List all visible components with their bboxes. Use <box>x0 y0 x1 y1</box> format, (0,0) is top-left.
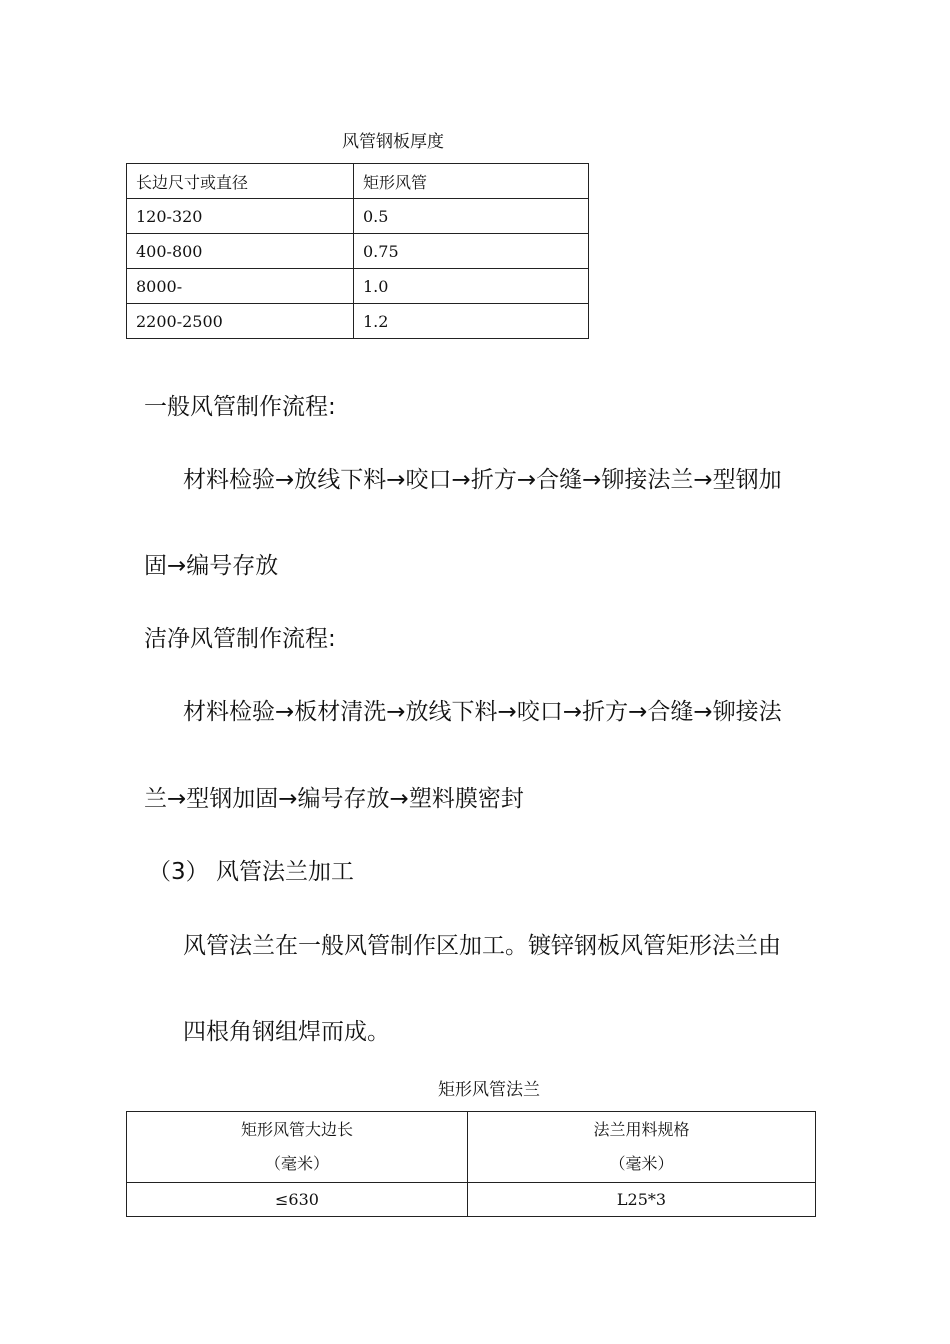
table-cell: 0.5 <box>354 199 589 234</box>
general-duct-process-line2: 固→编号存放 <box>144 553 279 579</box>
table-row <box>127 269 589 304</box>
table2-caption: 矩形风管法兰 <box>438 1080 540 1100</box>
table-row <box>127 304 589 339</box>
table-header-cell: 矩形风管 <box>354 164 589 199</box>
table-cell: 120-320 <box>127 199 354 234</box>
table-row <box>127 199 589 234</box>
table1-caption: 风管钢板厚度 <box>342 132 444 152</box>
flange-description-line1: 风管法兰在一般风管制作区加工。镀锌钢板风管矩形法兰由 <box>183 933 781 959</box>
header-unit: （毫米） <box>264 1154 329 1173</box>
table-row <box>127 234 589 269</box>
flange-description-line2: 四根角钢组焊而成。 <box>183 1019 390 1045</box>
clean-duct-heading: 洁净风管制作流程: <box>144 626 336 652</box>
general-duct-heading: 一般风管制作流程: <box>144 394 336 420</box>
table-cell: 2200-2500 <box>127 304 354 339</box>
clean-duct-process-line1: 材料检验→板材清洗→放线下料→咬口→折方→合缝→铆接法 <box>183 699 782 725</box>
table-header-row <box>127 164 589 199</box>
rectangular-flange-table <box>126 1111 816 1217</box>
clean-duct-process-line2: 兰→型钢加固→编号存放→塑料膜密封 <box>144 786 524 812</box>
table-header-cell <box>468 1112 816 1183</box>
header-unit: （毫米） <box>609 1154 674 1173</box>
table-row <box>127 1183 816 1217</box>
table-header-cell <box>127 1112 468 1183</box>
general-duct-process-line1: 材料检验→放线下料→咬口→折方→合缝→铆接法兰→型钢加 <box>183 467 782 493</box>
header-line: 法兰用料规格 <box>593 1120 690 1139</box>
table-cell: ≤630 <box>127 1183 468 1217</box>
table-header-row <box>127 1112 816 1183</box>
table-cell: 400-800 <box>127 234 354 269</box>
table-cell: L25*3 <box>468 1183 816 1217</box>
header-line: 矩形风管大边长 <box>240 1120 353 1139</box>
table-header-cell: 长边尺寸或直径 <box>127 164 354 199</box>
table-cell: 8000- <box>127 269 354 304</box>
table-cell: 1.2 <box>354 304 589 339</box>
table-cell: 0.75 <box>354 234 589 269</box>
duct-steel-thickness-table <box>126 163 589 339</box>
table-cell: 1.0 <box>354 269 589 304</box>
flange-section-heading: （3） 风管法兰加工 <box>148 859 354 885</box>
